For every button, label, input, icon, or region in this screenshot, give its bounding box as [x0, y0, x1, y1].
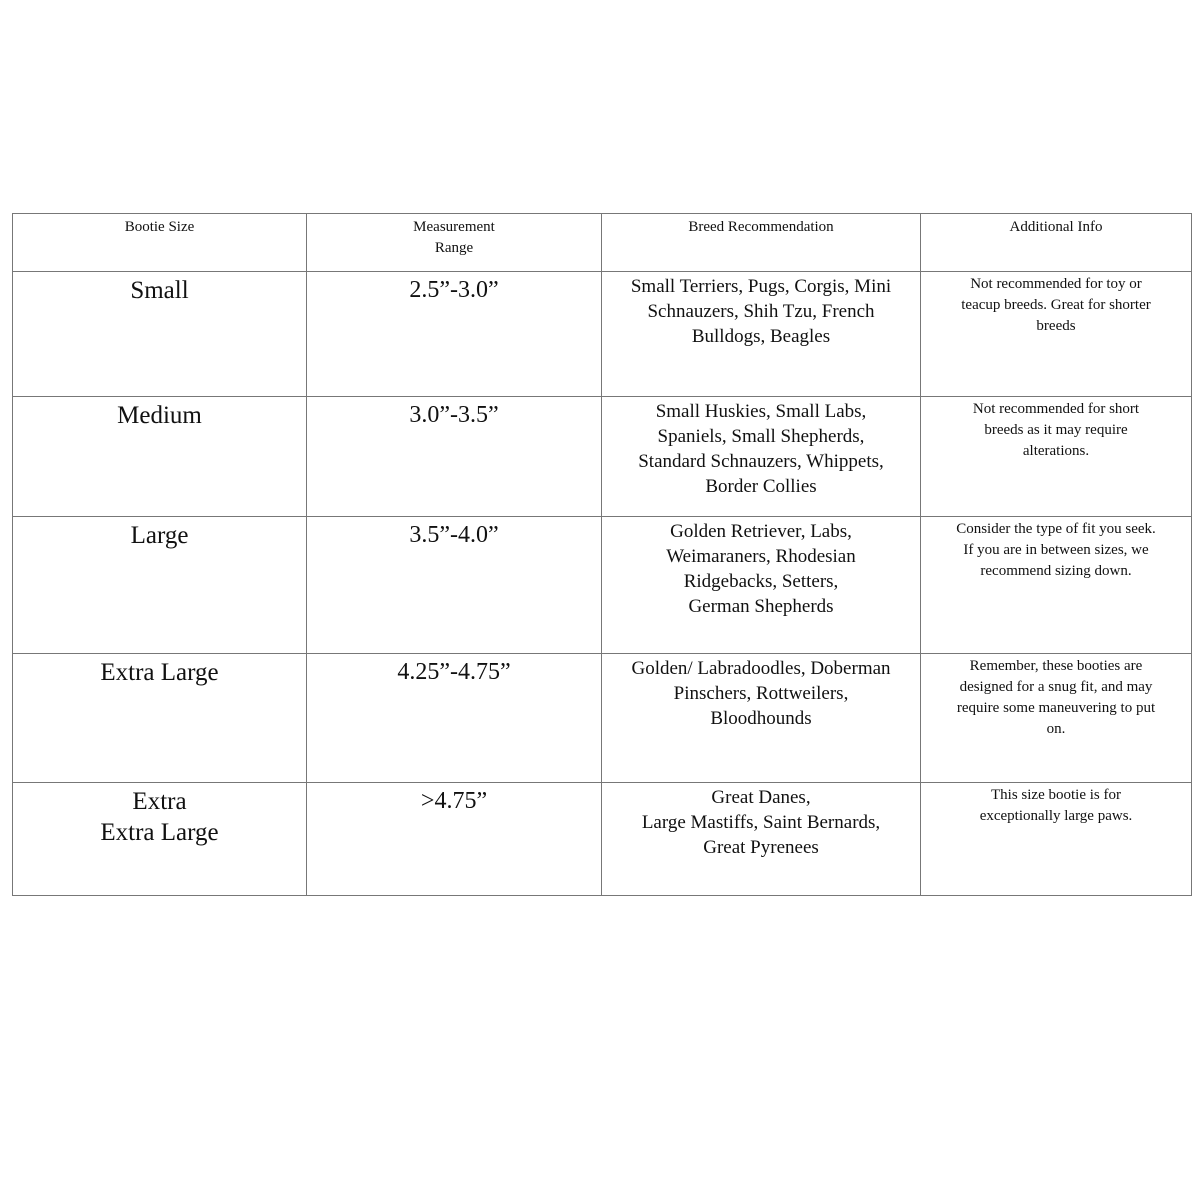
- additional-info: Not recommended for short breeds as it may require alterations.: [921, 397, 1192, 517]
- measurement-range: 2.5”-3.0”: [307, 272, 602, 397]
- additional-info: This size bootie is for exceptionally large paws.: [921, 783, 1192, 896]
- additional-info: Consider the type of fit you seek. If you are in between sizes, we recommend sizing down.: [921, 517, 1192, 654]
- header-bootie-size: Bootie Size: [13, 214, 307, 272]
- header-additional-info: Additional Info: [921, 214, 1192, 272]
- header-breed-recommendation: Breed Recommendation: [602, 214, 921, 272]
- measurement-range: 4.25”-4.75”: [307, 654, 602, 783]
- table-row: [13, 654, 1192, 783]
- bootie-size: Extra Large: [13, 654, 307, 783]
- bootie-size: Extra Extra Large: [13, 783, 307, 896]
- measurement-range: 3.0”-3.5”: [307, 397, 602, 517]
- table-row: [13, 783, 1192, 896]
- breed-recommendation: Great Danes, Large Mastiffs, Saint Bernards, Great Pyrenees: [602, 783, 921, 896]
- measurement-range: >4.75”: [307, 783, 602, 896]
- breed-recommendation: Small Terriers, Pugs, Corgis, Mini Schnauzers, Shih Tzu, French Bulldogs, Beagles: [602, 272, 921, 397]
- measurement-range: 3.5”-4.0”: [307, 517, 602, 654]
- size-chart-table: [12, 213, 1192, 896]
- table-row: [13, 517, 1192, 654]
- additional-info: Remember, these booties are designed for a snug fit, and may require some maneuvering to put on.: [921, 654, 1192, 783]
- table-row: [13, 397, 1192, 517]
- additional-info: Not recommended for toy or teacup breeds. Great for shorter breeds: [921, 272, 1192, 397]
- bootie-size: Medium: [13, 397, 307, 517]
- header-row: [13, 214, 1192, 272]
- header-measurement-range: Measurement Range: [307, 214, 602, 272]
- breed-recommendation: Small Huskies, Small Labs, Spaniels, Small Shepherds, Standard Schnauzers, Whippets, Border Collies: [602, 397, 921, 517]
- bootie-size: Large: [13, 517, 307, 654]
- bootie-size: Small: [13, 272, 307, 397]
- table-row: [13, 272, 1192, 397]
- breed-recommendation: Golden Retriever, Labs, Weimaraners, Rhodesian Ridgebacks, Setters, German Shepherds: [602, 517, 921, 654]
- breed-recommendation: Golden/ Labradoodles, Doberman Pinschers, Rottweilers, Bloodhounds: [602, 654, 921, 783]
